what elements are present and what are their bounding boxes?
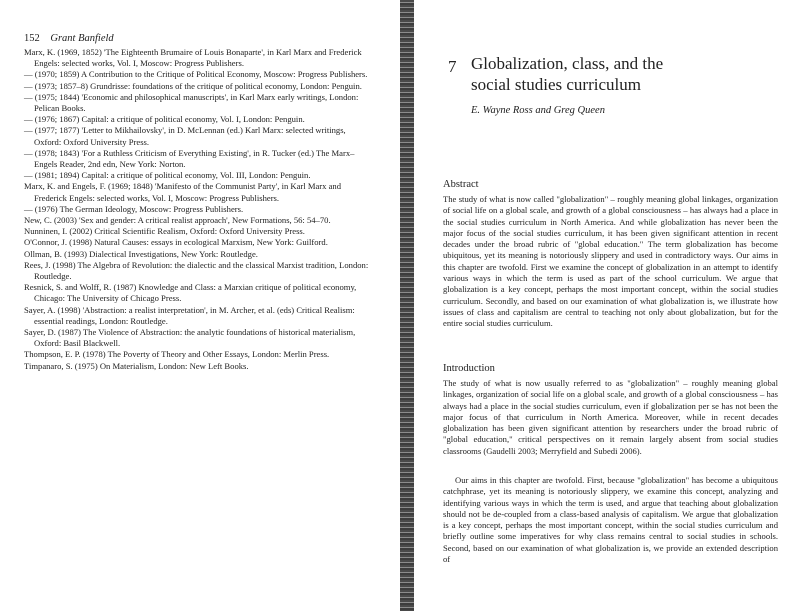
reference-entry: Marx, K. and Engels, F. (1969; 1848) 'Manifesto of the Communist Party', in Karl Marx and Frederick Engels: selected works, Vol. I, Moscow: Progress Publishers. xyxy=(24,181,341,203)
reference-entry: New, C. (2003) 'Sex and gender: A critical realist approach', New Formations, 56: 54–70. xyxy=(24,215,331,226)
book-spine-gutter xyxy=(400,0,414,611)
reference-entry: — (1978; 1843) 'For a Ruthless Criticism of Everything Existing', in R. Tucker (ed.) The Marx–Engels Reader, 2nd edn, New York: Norton. xyxy=(24,147,355,170)
running-head xyxy=(24,33,114,44)
introduction-heading: Introduction xyxy=(443,363,495,374)
reference-entry: — (1973; 1857–8) Grundrisse: foundations of the critique of political economy, London: Penguin. xyxy=(24,80,362,91)
running-head-title: Grant Banfield xyxy=(50,33,114,44)
reference-entry: Timpanaro, S. (1975) On Materialism, London: New Left Books. xyxy=(24,360,249,371)
reference-entry: — (1976) The German Ideology, Moscow: Progress Publishers. xyxy=(24,203,244,214)
reference-entry: — (1977; 1877) 'Letter to Mikhailovsky', in D. McLennan (ed.) Karl Marx: selected writings, Oxford: Oxford University Press. xyxy=(24,125,346,147)
reference-entry: — (1976; 1867) Capital: a critique of political economy, Vol. I, London: Penguin. xyxy=(24,114,305,125)
reference-entry: Ollman, B. (1993) Dialectical Investigations, New York: Routledge. xyxy=(24,248,258,259)
chapter-number: 7 xyxy=(448,57,457,76)
reference-entry: Sayer, D. (1987) The Violence of Abstraction: the analytic foundations of historical materialism, Oxford: Basil Blackwell. xyxy=(24,327,356,349)
reference-entry: Marx, K. (1969, 1852) 'The Eighteenth Brumaire of Louis Bonaparte', in Karl Marx and Frederick Engels: selected works, Vol. I, Moscow: Progress Publishers. xyxy=(24,47,362,69)
reference-entry: — (1981; 1894) Capital: a critique of political economy, Vol. III, London: Penguin. xyxy=(24,170,311,181)
reference-entry: O'Connor, J. (1998) Natural Causes: essays in ecological Marxism, New York: Guilford. xyxy=(24,237,328,248)
reference-entry: Nunninen, I. (2002) Critical Scientific Realism, Oxford: Oxford University Press. xyxy=(24,226,305,237)
reference-list xyxy=(24,47,374,372)
reference-entry: Sayer, A. (1998) 'Abstraction: a realist interpretation', in M. Archer, et al. (eds) Critical Realism: essential readings, London: Routledge. xyxy=(24,304,355,326)
page-number: 152 xyxy=(24,33,40,44)
reference-entry: Thompson, E. P. (1978) The Poverty of Theory and Other Essays, London: Merlin Press. xyxy=(24,349,330,360)
abstract-text: The study of what is now called "globalization" – roughly meaning global linkages, organization of social life on a global scale, and growth of a global consciousness – has always had a place in the social studies curriculum in North America. And while globalization has never been the major focus of the social studies curriculum, it has been given significant attention in recent decades under the broad rubric of "global education." The term globalization has become ubiquitous, yet its meaning is notoriously slippery and used in contradictory ways. Our aims in this chapter are twofold. First we examine the concept of globalization in an attempt to identify various ways in which the term is used as part of the school curriculum. We argue that globalization is a key concept, perhaps the most important concept, within the social studies curriculum. Secondly, and based on our examination of what globalization is, we illustrate how issues of class and capitalism are central to teaching not only about globalization, but for the entire social studies curriculum. xyxy=(443,194,778,329)
reference-entry: — (1970; 1859) A Contribution to the Critique of Political Economy, Moscow: Progress Publishers. xyxy=(24,69,368,80)
abstract-heading: Abstract xyxy=(443,179,479,190)
intro-paragraph: Our aims in this chapter are twofold. First, because "globalization" has become a ubiquitous catchphrase, yet its meaning is notoriously slippery, we examine this concept, analyzing and identifying various ways in which the term is used, and argue that teaching about globalization should not be de-coupled from a class-based analysis of capitalism. We argue that globalization is a key concept, perhaps the most important concept, within the social studies curriculum and briefly outline some imperatives for why class remains central to social studies in schools. Second, based on our examination of what globalization is, we provide an extended description of xyxy=(443,475,778,565)
chapter-title: Globalization, class, and the social studies curriculum xyxy=(471,54,664,94)
intro-paragraph: The study of what is now usually referred to as "globalization" – roughly meaning global linkages, organization of social life on a global scale, and growth of a global consciousness – has always had a place in the social studies curriculum, even if globalization per se has not been the major focus of that curriculum in North America. Moreover, while in recent decades globalization has been given significant attention by researchers under the broad rubric of "global education," critical perspectives on it remain largely absent from social studies classrooms (Gaudelli 2003; Merryfield and Subedi 2006). xyxy=(443,378,778,456)
reference-entry: — (1975; 1844) 'Economic and philosophical manuscripts', in Karl Marx early writings, London: Pelican Books. xyxy=(24,91,359,114)
reference-entry: Resnick, S. and Wolff, R. (1987) Knowledge and Class: a Marxian critique of political economy, Chicago: The University of Chicago Press. xyxy=(24,282,357,304)
chapter-authors: E. Wayne Ross and Greg Queen xyxy=(471,105,605,116)
reference-entry: Rees, J. (1998) The Algebra of Revolution: the dialectic and the classical Marxist tradition, London: Routledge. xyxy=(24,259,369,282)
